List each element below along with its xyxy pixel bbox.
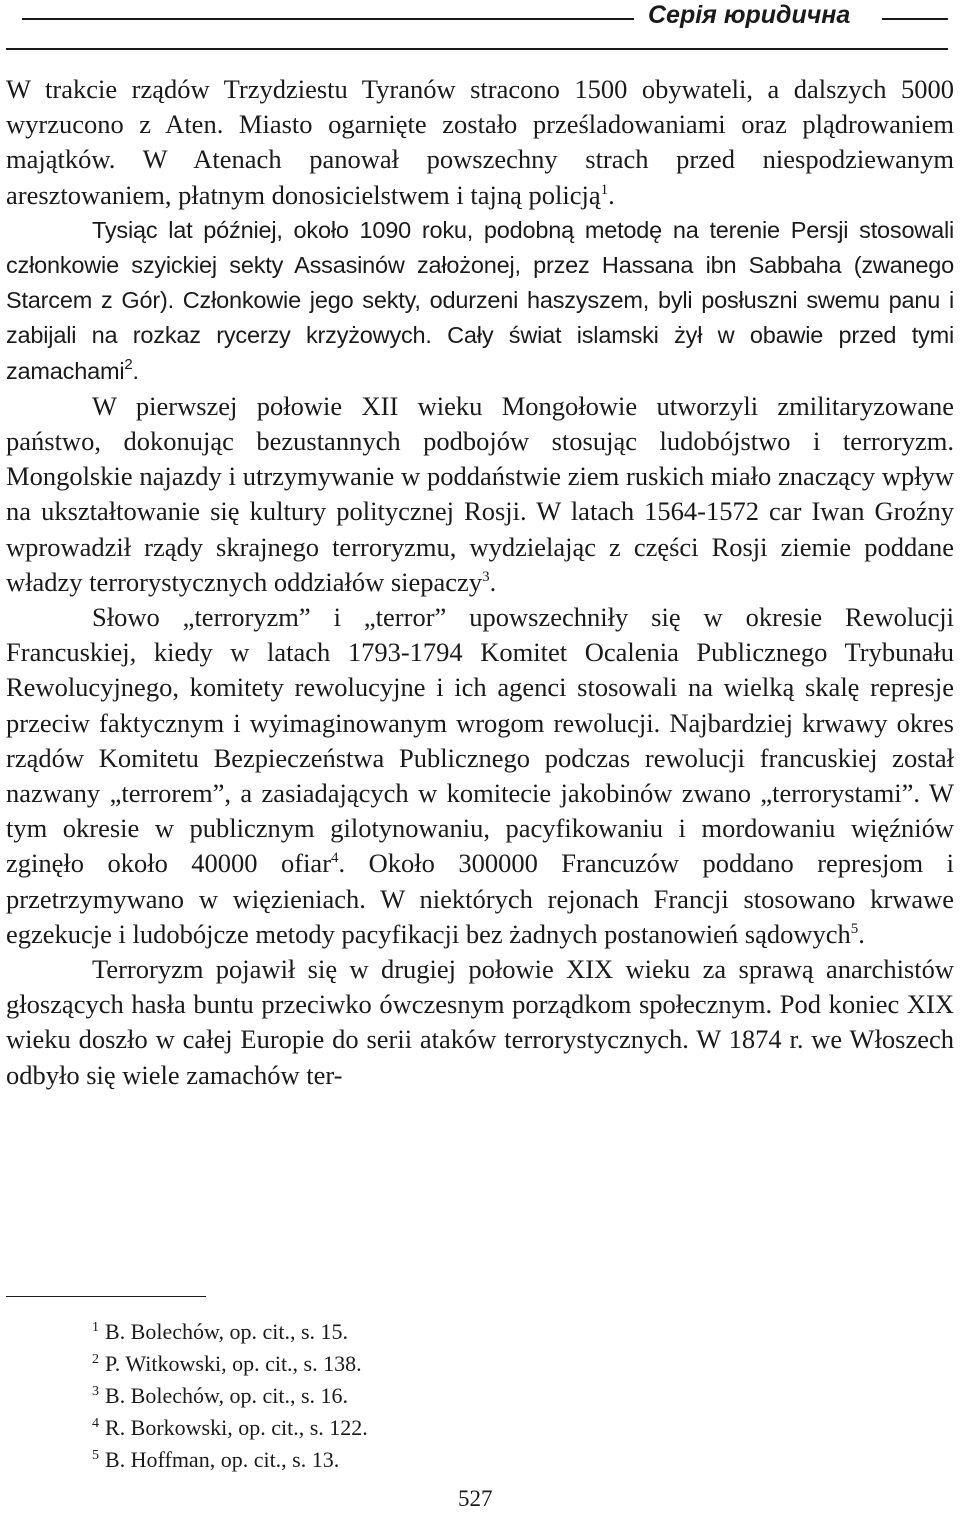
footnote-text: B. Bolechów, op. cit., s. 16. bbox=[105, 1383, 348, 1408]
paragraph-2: Tysiąc lat później, około 1090 roku, podobną metodę na terenie Persji stosowali członkowie szyickiej sekty Assasinów założonej, przez Hassana ibn Sabbaha (zwanego Starcem z Gór). Członkowie jego sekty, odurzeni haszyszem, byli posłuszni swemu panu i zabijali na rozkaz rycerzy krzyżowych. Cały świat islamski żył w obawie przed tymi zamachami$^2$. bbox=[6, 216, 954, 384]
footnote-3 bbox=[92, 1380, 368, 1412]
footnote-5 bbox=[92, 1444, 368, 1476]
series-title: Серія юридична bbox=[648, 1, 851, 29]
footnote-number: 3 bbox=[92, 1384, 99, 1399]
footnote-number: 2 bbox=[92, 1352, 99, 1367]
footnote-ref: 4 bbox=[331, 850, 339, 867]
footnote-text: P. Witkowski, op. cit., s. 138. bbox=[105, 1351, 362, 1376]
footnote-text: B. Bolechów, op. cit., s. 15. bbox=[105, 1319, 348, 1344]
footnote-number: 5 bbox=[92, 1448, 99, 1463]
header-rule-bottom bbox=[6, 48, 948, 50]
paragraph-3: W pierwszej połowie XII wieku Mongołowie utworzyli zmilitaryzowane państwo, dokonując bezustannych podbojów stosując ludobójstwo i terroryzm. Mongolskie najazdy i utrzymywanie w poddaństwie ziem ruskich miało znaczący wpływ na ukształtowanie się kultury politycznej Rosji. W latach 1564-1572 car Iwan Groźny wprowadził rządy skrajnego terroryzmu, wydzielając z części Rosji ziemie poddane władzy terrorystycznych oddziałów siepaczy$^3$. bbox=[6, 390, 954, 597]
footnote-ref: 1 bbox=[600, 181, 609, 198]
footnote-number: 4 bbox=[92, 1416, 99, 1431]
page-number: 527 bbox=[458, 1486, 493, 1511]
paragraph-5: Terroryzm pojawił się w drugiej połowie XIX wieku za sprawą anarchistów głoszących hasła buntu przeciwko ówczesnym porządkom społecznym. Pod koniec XIX wieku doszło w całej Europie do serii ataków terrorystycznych. W 1874 r. we Włoszech odbyło się wiele zamachów ter- bbox=[6, 954, 954, 1090]
footnote-separator bbox=[6, 1296, 206, 1297]
footnote-ref: 5 bbox=[850, 920, 859, 937]
header-rule-right bbox=[882, 18, 948, 20]
footnote-2 bbox=[92, 1348, 368, 1380]
paragraph-1: W trakcie rządów Trzydziestu Tyranów stracono 1500 obywateli, a dalszych 5000 wyrzucono z Aten. Miasto ogarnięte zostało prześladowaniami oraz plądrowaniem majątków. W Atenach panował powszechny strach przed niespodziewanym aresztowaniem, płatnym donosicielstwem i tajną policją$^1$. bbox=[6, 74, 954, 210]
header-rule-left bbox=[22, 18, 634, 20]
footnote-text: R. Borkowski, op. cit., s. 122. bbox=[105, 1415, 368, 1440]
running-header bbox=[0, 0, 960, 52]
footnote-4 bbox=[92, 1412, 368, 1444]
footnote-number: 1 bbox=[92, 1320, 99, 1335]
body-text bbox=[6, 72, 954, 1093]
footnotes bbox=[92, 1316, 368, 1476]
footnote-ref: 2 bbox=[124, 355, 133, 373]
footnote-text: B. Hoffman, op. cit., s. 13. bbox=[105, 1447, 340, 1472]
paragraph-4: Słowo „terroryzm” i „terror” upowszechniły się w okresie Rewolucji Francuskiej, kiedy w latach 1793-1794 Komitet Ocalenia Publicznego Trybunału Rewolucyjnego, komitety rewolucyjne i ich agenci stosowali na wielką skalę represje przeciw faktycznym i wyimaginowanym wrogom rewolucji. Najbardziej krwawy okres rządów Komitetu Bezpieczeństwa Publicznego podczas rewolucji francuskiej został nazwany „terrorem”, a zasiadających w komitecie jakobinów zwano „terrorystami”. W tym okresie w publicznym gilotynowaniu, pacyfikowaniu i mordowaniu więźniów zginęło około 40000 ofiar$^4$. Około 300000 Francuzów poddano represjom i przetrzymywano w więzieniach. W niektórych rejonach Francji stosowano krwawe egzekucje i ludobójcze metody pacyfikacji bez żadnych postanowień sądowych$^5$. bbox=[6, 602, 954, 949]
footnote-ref: 3 bbox=[482, 568, 490, 585]
footnote-1 bbox=[92, 1316, 368, 1348]
